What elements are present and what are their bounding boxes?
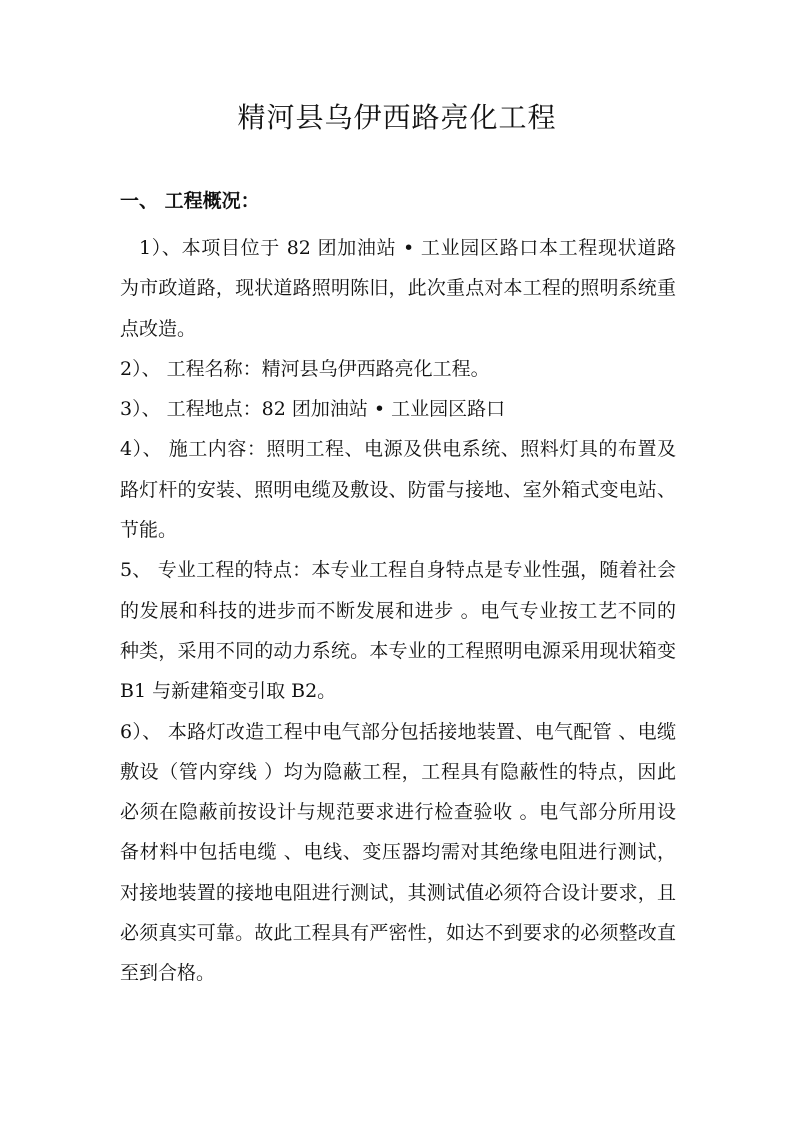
paragraph-engineering-features: 5、 专业工程的特点：本专业工程自身特点是专业性强，随着社会的发展和科技的进步而不断发展和进步 。电气专业按工艺不同的种类，采用不同的动力系统。本专业的工程照明电源采用现状箱变 B1 与新建箱变引取 B2。 (120, 559, 676, 703)
paragraph-project-site: 3）、 工程地点：82 团加油站 • 工业园区路口 (120, 398, 506, 421)
paragraph-hidden-works: 6）、 本路灯改造工程中电气部分包括接地装置、电气配管 、电缆敷设（管内穿线 ）均为隐蔽工程，工程具有隐蔽性的特点，因此必须在隐蔽前按设计与规范要求进行检查验收 。电气部分所用设备材料中包括电缆 、电线、变压器均需对其绝缘电阻进行测试，对接地装置的接地电阻进行测试，其测试值必须符合设计要求，且必须真实可靠。故此工程具有严密性，如达不到要求的必须整改直至到合格。 (120, 720, 676, 985)
section-heading: 一、 工程概况： (120, 190, 260, 212)
paragraph-project-name: 2）、 工程名称：精河县乌伊西路亮化工程。 (120, 357, 490, 380)
paragraph-construction-content: 4）、 施工内容：照明工程、电源及供电系统、照料灯具的布置及路灯杆的安装、照明电缆及敷设、防雷与接地、室外箱式变电站、节能。 (120, 438, 676, 542)
paragraph-project-location: 1）、本项目位于 82 团加油站 • 工业园区路口本工程现状道路为市政道路，现状道路照明陈旧，此次重点对本工程的照明系统重点改造。 (120, 237, 676, 340)
document-title: 精河县乌伊西路亮化工程 (237, 101, 557, 134)
document-body (120, 228, 676, 994)
